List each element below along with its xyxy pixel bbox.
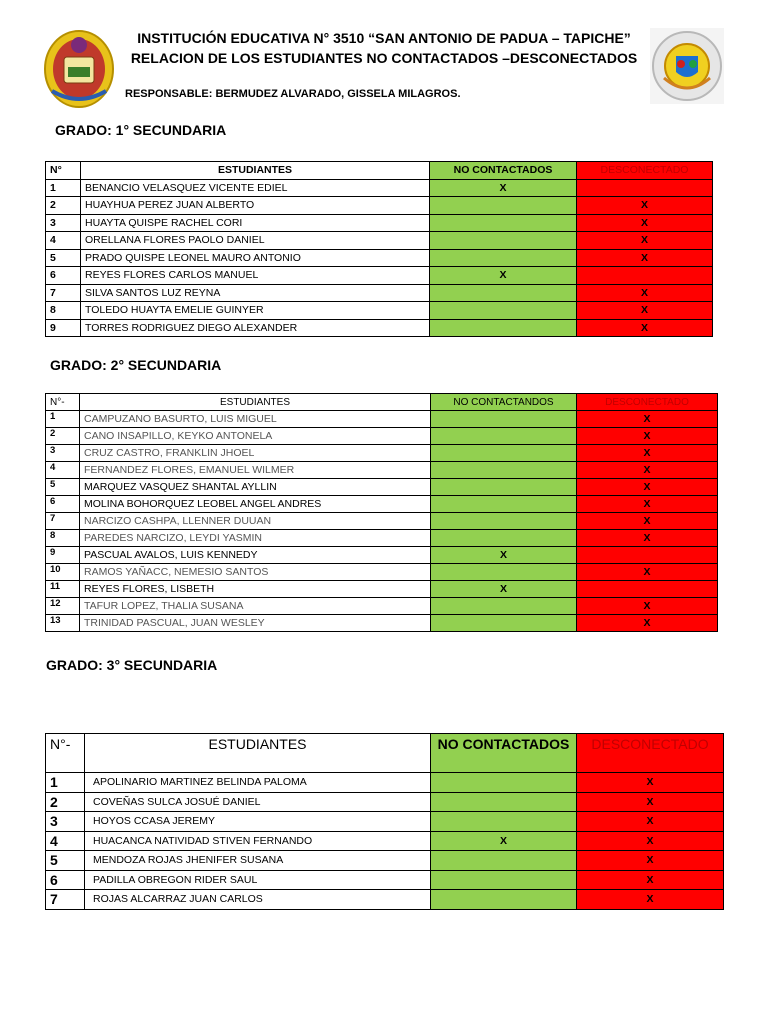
table-row — [46, 319, 713, 337]
grade1-table — [45, 161, 713, 337]
no-contactado-mark — [431, 564, 577, 581]
header-number: N° — [46, 162, 81, 180]
grade2-rows — [46, 411, 718, 632]
no-contactado-mark — [431, 773, 577, 793]
header-no-contactados: NO CONTACTADOS — [430, 162, 577, 180]
row-number: 8 — [46, 302, 81, 320]
row-number: 2 — [46, 197, 81, 215]
table-row — [46, 890, 724, 910]
row-number: 5 — [46, 851, 85, 871]
table-row — [46, 513, 718, 530]
row-number: 1 — [46, 773, 85, 793]
student-name: MOLINA BOHORQUEZ LEOBEL ANGEL ANDRES — [80, 496, 431, 513]
row-number: 3 — [46, 214, 81, 232]
table-row — [46, 581, 718, 598]
desconectado-mark — [577, 547, 718, 564]
table-row — [46, 179, 713, 197]
row-number: 2 — [46, 792, 85, 812]
row-number: 5 — [46, 479, 80, 496]
row-number: 13 — [46, 615, 80, 632]
table-row — [46, 547, 718, 564]
header-no-contactados: NO CONTACTADOS — [431, 734, 577, 773]
row-number: 3 — [46, 812, 85, 832]
desconectado-mark: X — [577, 197, 713, 215]
no-contactado-mark — [431, 462, 577, 479]
row-number: 10 — [46, 564, 80, 581]
grade1-title: GRADO: 1° SECUNDARIA — [55, 122, 227, 138]
desconectado-mark: X — [577, 462, 718, 479]
table-row — [46, 615, 718, 632]
no-contactado-mark — [431, 496, 577, 513]
table-row — [46, 249, 713, 267]
row-number: 7 — [46, 284, 81, 302]
document-title: INSTITUCIÓN EDUCATIVA N° 3510 “SAN ANTONIO DE PADUA – TAPICHE” — [137, 30, 631, 46]
student-name: HUACANCA NATIVIDAD STIVEN FERNANDO — [85, 831, 431, 851]
no-contactado-mark — [431, 513, 577, 530]
desconectado-mark: X — [577, 812, 724, 832]
student-name: PADILLA OBREGON RIDER SAUL — [85, 870, 431, 890]
no-contactado-mark: X — [431, 831, 577, 851]
row-number: 1 — [46, 179, 81, 197]
grade2-table — [45, 393, 718, 632]
desconectado-mark: X — [577, 284, 713, 302]
no-contactado-mark — [431, 479, 577, 496]
table-row — [46, 812, 724, 832]
table-row — [46, 792, 724, 812]
student-name: PAREDES NARCIZO, LEYDI YASMIN — [80, 530, 431, 547]
student-name: FERNANDEZ FLORES, EMANUEL WILMER — [80, 462, 431, 479]
row-number: 4 — [46, 232, 81, 250]
header-number: N°- — [46, 734, 85, 773]
table-row — [46, 530, 718, 547]
table-row — [46, 564, 718, 581]
no-contactado-mark — [430, 232, 577, 250]
row-number: 4 — [46, 831, 85, 851]
no-contactado-mark — [431, 792, 577, 812]
student-name: REYES FLORES CARLOS MANUEL — [81, 267, 430, 285]
student-name: SILVA SANTOS LUZ REYNA — [81, 284, 430, 302]
desconectado-mark: X — [577, 232, 713, 250]
student-name: PASCUAL AVALOS, LUIS KENNEDY — [80, 547, 431, 564]
row-number: 8 — [46, 530, 80, 547]
row-number: 9 — [46, 547, 80, 564]
no-contactado-mark: X — [431, 581, 577, 598]
desconectado-mark: X — [577, 214, 713, 232]
table-row — [46, 870, 724, 890]
table-header-row — [46, 162, 713, 180]
row-number: 7 — [46, 890, 85, 910]
no-contactado-mark — [431, 530, 577, 547]
student-name: BENANCIO VELASQUEZ VICENTE EDIEL — [81, 179, 430, 197]
student-name: ORELLANA FLORES PAOLO DANIEL — [81, 232, 430, 250]
table-row — [46, 214, 713, 232]
table-row — [46, 496, 718, 513]
header-no-contactados: NO CONTACTANDOS — [431, 394, 577, 411]
student-name: CAMPUZANO BASURTO, LUIS MIGUEL — [80, 411, 431, 428]
desconectado-mark: X — [577, 530, 718, 547]
no-contactado-mark: X — [431, 547, 577, 564]
desconectado-mark — [577, 267, 713, 285]
no-contactado-mark — [430, 284, 577, 302]
desconectado-mark: X — [577, 479, 718, 496]
document-subtitle: RELACION DE LOS ESTUDIANTES NO CONTACTADOS –DESCONECTADOS — [130, 50, 638, 66]
table-row — [46, 479, 718, 496]
header-number: N°- — [46, 394, 80, 411]
table-row — [46, 598, 718, 615]
no-contactado-mark — [431, 615, 577, 632]
student-name: HOYOS CCASA JEREMY — [85, 812, 431, 832]
row-number: 6 — [46, 267, 81, 285]
table-row — [46, 197, 713, 215]
grade3-table — [45, 733, 724, 910]
row-number: 6 — [46, 870, 85, 890]
table-row — [46, 284, 713, 302]
student-name: REYES FLORES, LISBETH — [80, 581, 431, 598]
desconectado-mark: X — [577, 319, 713, 337]
student-name: CANO INSAPILLO, KEYKO ANTONELA — [80, 428, 431, 445]
desconectado-mark: X — [577, 249, 713, 267]
desconectado-mark: X — [577, 302, 713, 320]
no-contactado-mark — [430, 197, 577, 215]
student-name: RAMOS YAÑACC, NEMESIO SANTOS — [80, 564, 431, 581]
desconectado-mark: X — [577, 445, 718, 462]
table-row — [46, 411, 718, 428]
table-row — [46, 302, 713, 320]
desconectado-mark — [577, 179, 713, 197]
student-name: HUAYHUA PEREZ JUAN ALBERTO — [81, 197, 430, 215]
row-number: 11 — [46, 581, 80, 598]
no-contactado-mark — [431, 870, 577, 890]
desconectado-mark: X — [577, 870, 724, 890]
row-number: 6 — [46, 496, 80, 513]
student-name: NARCIZO CASHPA, LLENNER DUUAN — [80, 513, 431, 530]
desconectado-mark — [577, 581, 718, 598]
grade2-title: GRADO: 2° SECUNDARIA — [50, 357, 222, 373]
no-contactado-mark — [431, 851, 577, 871]
desconectado-mark: X — [577, 792, 724, 812]
no-contactado-mark — [430, 319, 577, 337]
table-row — [46, 831, 724, 851]
student-name: MENDOZA ROJAS JHENIFER SUSANA — [85, 851, 431, 871]
student-name: TAFUR LOPEZ, THALIA SUSANA — [80, 598, 431, 615]
row-number: 9 — [46, 319, 81, 337]
no-contactado-mark — [431, 428, 577, 445]
responsible-label: RESPONSABLE: BERMUDEZ ALVARADO, GISSELA MILAGROS. — [125, 88, 461, 100]
no-contactado-mark — [431, 411, 577, 428]
no-contactado-mark — [430, 249, 577, 267]
no-contactado-mark — [430, 214, 577, 232]
desconectado-mark: X — [577, 831, 724, 851]
row-number: 1 — [46, 411, 80, 428]
table-row — [46, 232, 713, 250]
student-name: ROJAS ALCARRAZ JUAN CARLOS — [85, 890, 431, 910]
header-students: ESTUDIANTES — [80, 394, 431, 411]
student-name: MARQUEZ VASQUEZ SHANTAL AYLLIN — [80, 479, 431, 496]
no-contactado-mark: X — [430, 179, 577, 197]
header-desconectado: DESCONECTADO — [577, 394, 718, 411]
no-contactado-mark — [431, 812, 577, 832]
desconectado-mark: X — [577, 496, 718, 513]
desconectado-mark: X — [577, 564, 718, 581]
table-row — [46, 428, 718, 445]
no-contactado-mark — [430, 302, 577, 320]
student-name: TRINIDAD PASCUAL, JUAN WESLEY — [80, 615, 431, 632]
grade3-rows — [46, 773, 724, 910]
row-number: 2 — [46, 428, 80, 445]
row-number: 3 — [46, 445, 80, 462]
row-number: 12 — [46, 598, 80, 615]
header-desconectado: DESCONECTADO — [577, 162, 713, 180]
table-header-row — [46, 394, 718, 411]
row-number: 7 — [46, 513, 80, 530]
student-name: HUAYTA QUISPE RACHEL CORI — [81, 214, 430, 232]
no-contactado-mark — [431, 598, 577, 615]
header-students: ESTUDIANTES — [81, 162, 430, 180]
row-number: 5 — [46, 249, 81, 267]
desconectado-mark: X — [577, 615, 718, 632]
row-number: 4 — [46, 462, 80, 479]
table-row — [46, 445, 718, 462]
header-desconectado: DESCONECTADO — [577, 734, 724, 773]
student-name: CRUZ CASTRO, FRANKLIN JHOEL — [80, 445, 431, 462]
table-row — [46, 773, 724, 793]
student-name: PRADO QUISPE LEONEL MAURO ANTONIO — [81, 249, 430, 267]
desconectado-mark: X — [577, 411, 718, 428]
no-contactado-mark: X — [430, 267, 577, 285]
table-row — [46, 267, 713, 285]
grade3-title: GRADO: 3° SECUNDARIA — [46, 657, 218, 673]
table-header-row — [46, 734, 724, 773]
student-name: APOLINARIO MARTINEZ BELINDA PALOMA — [85, 773, 431, 793]
desconectado-mark: X — [577, 428, 718, 445]
student-name: COVEÑAS SULCA JOSUÉ DANIEL — [85, 792, 431, 812]
student-name: TOLEDO HUAYTA EMELIE GUINYER — [81, 302, 430, 320]
header-students: ESTUDIANTES — [85, 734, 431, 773]
table-row — [46, 462, 718, 479]
no-contactado-mark — [431, 445, 577, 462]
student-name: TORRES RODRIGUEZ DIEGO ALEXANDER — [81, 319, 430, 337]
desconectado-mark: X — [577, 890, 724, 910]
desconectado-mark: X — [577, 513, 718, 530]
no-contactado-mark — [431, 890, 577, 910]
desconectado-mark: X — [577, 851, 724, 871]
desconectado-mark: X — [577, 773, 724, 793]
desconectado-mark: X — [577, 598, 718, 615]
table-row — [46, 851, 724, 871]
grade1-rows — [46, 179, 713, 337]
